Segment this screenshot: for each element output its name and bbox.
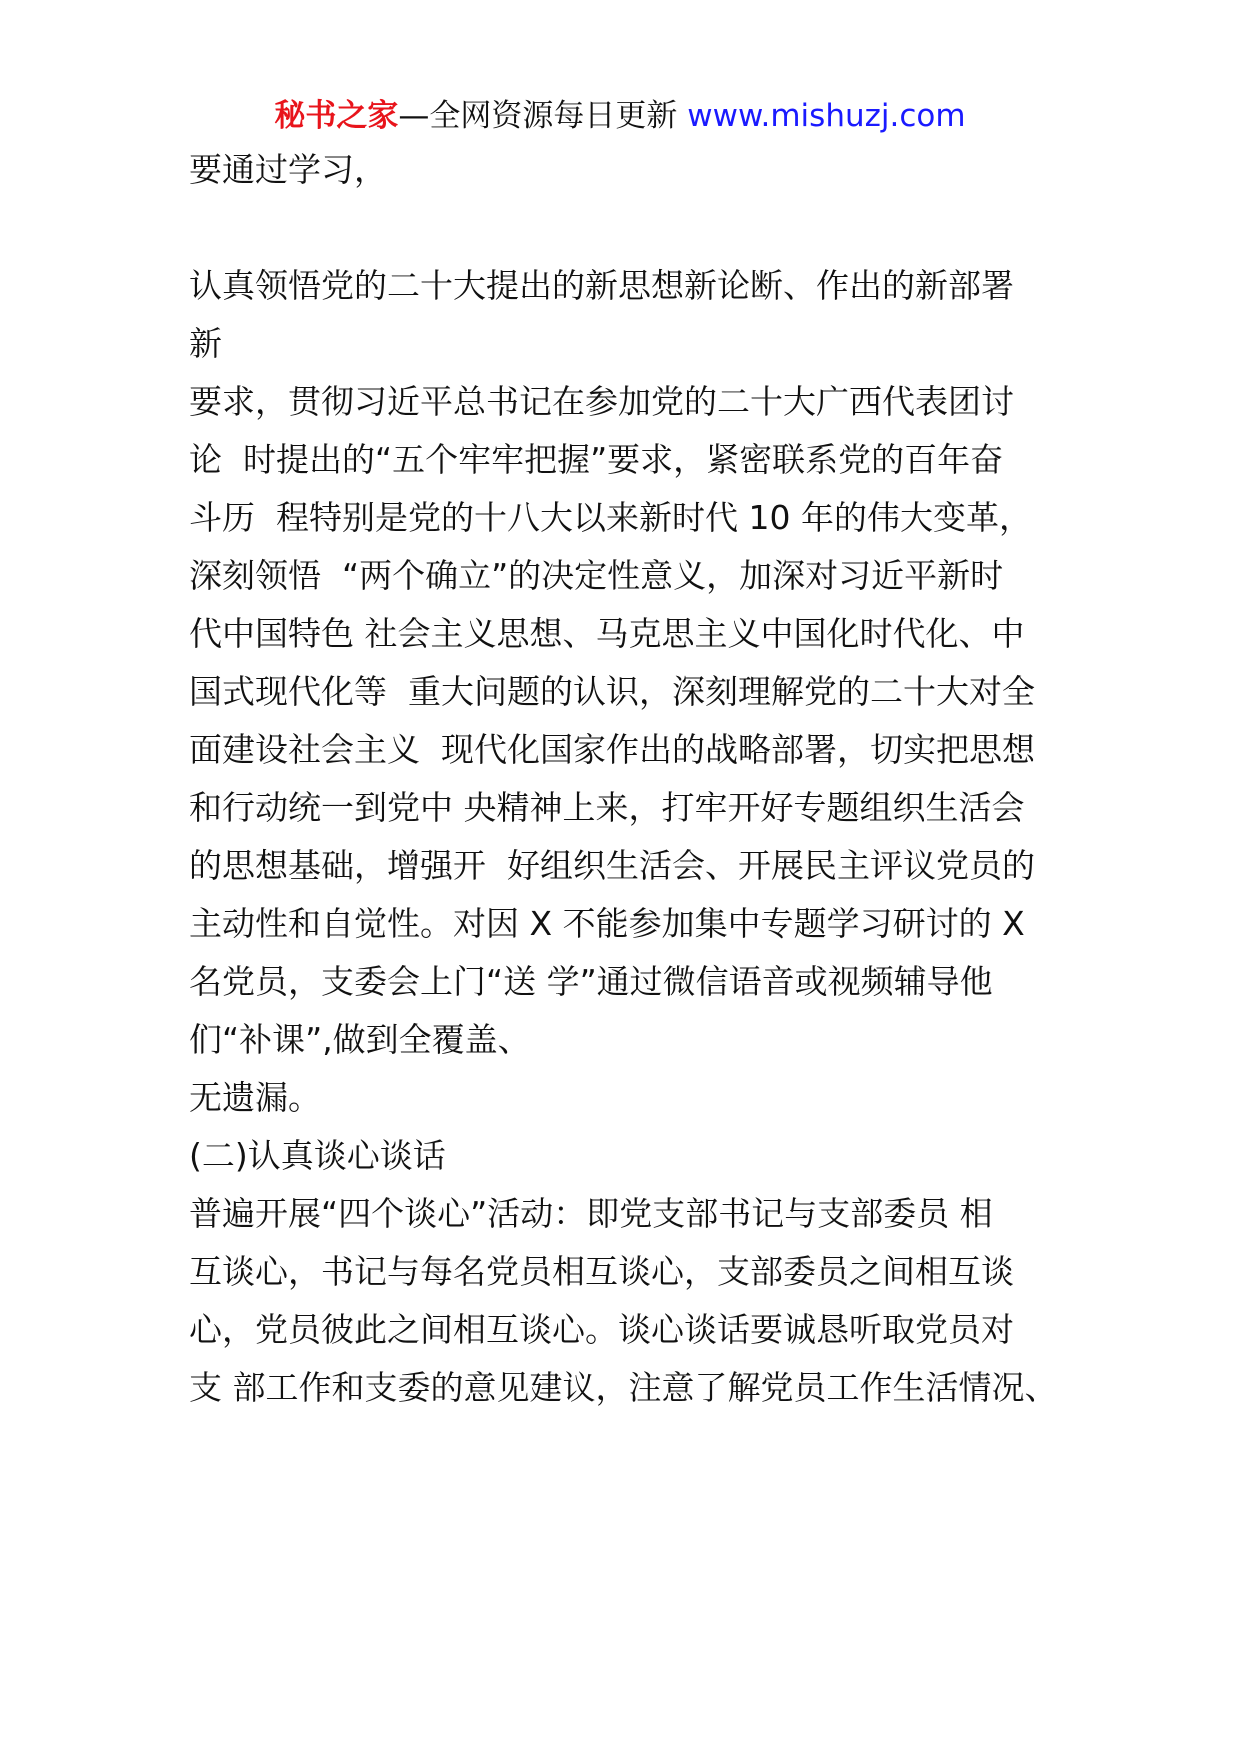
paragraph-line: 无遗漏。 (189, 1078, 321, 1117)
paragraph-line: 代中国特色 社会主义思想、马克思主义中国化时代化、中 (189, 614, 1025, 653)
paragraph-line: 国式现代化等 重大问题的认识，深刻理解党的二十大对全 (189, 672, 1035, 711)
paragraph-line: 支 部工作和支委的意见建议，注意了解党员工作生活情况、 (189, 1368, 1058, 1407)
paragraph-line: 斗历 程特别是党的十八大以来新时代 10 年的伟大变革， (189, 498, 1032, 537)
paragraph-line: 名党员，支委会上门“送 学”通过微信语音或视频辅导他 (189, 962, 993, 1001)
paragraph-line: 面建设社会主义 现代化国家作出的战略部署，切实把思想 (189, 730, 1035, 769)
paragraph-line: 新 (189, 324, 222, 363)
paragraph-line: 心，党员彼此之间相互谈心。谈心谈话要诚恳听取党员对 (189, 1310, 1014, 1349)
header-tagline: —全网资源每日更新 (398, 98, 678, 134)
brand-name: 秘书之家 (274, 98, 399, 134)
section-heading: (二)认真谈心谈话 (189, 1136, 446, 1175)
paragraph-line: 的思想基础，增强开 好组织生活会、开展民主评议党员的 (189, 846, 1035, 885)
paragraph-line: 要求，贯彻习近平总书记在参加党的二十大广西代表团讨 (189, 382, 1014, 421)
site-url-link[interactable]: www.mishuzj.com (687, 98, 966, 134)
paragraph-line: 们“补课”,做到全覆盖、 (189, 1020, 531, 1059)
paragraph-line: 深刻领悟 “两个确立”的决定性意义，加深对习近平新时 (189, 556, 1004, 595)
paragraph-line: 认真领悟党的二十大提出的新思想新论断、作出的新部署 (189, 266, 1014, 305)
paragraph-line: 论 时提出的“五个牢牢把握”要求，紧密联系党的百年奋 (189, 440, 1004, 479)
paragraph-line: 和行动统一到党中 央精神上来，打牢开好专题组织生活会 (189, 788, 1025, 827)
paragraph-line: 普遍开展“四个谈心”活动：即党支部书记与支部委员 相 (189, 1194, 993, 1233)
paragraph-line: 互谈心，书记与每名党员相互谈心，支部委员之间相互谈 (189, 1252, 1014, 1291)
paragraph-line: 要通过学习， (189, 150, 387, 189)
paragraph-line: 主动性和自觉性。对因 X 不能参加集中专题学习研讨的 X (189, 904, 1025, 943)
